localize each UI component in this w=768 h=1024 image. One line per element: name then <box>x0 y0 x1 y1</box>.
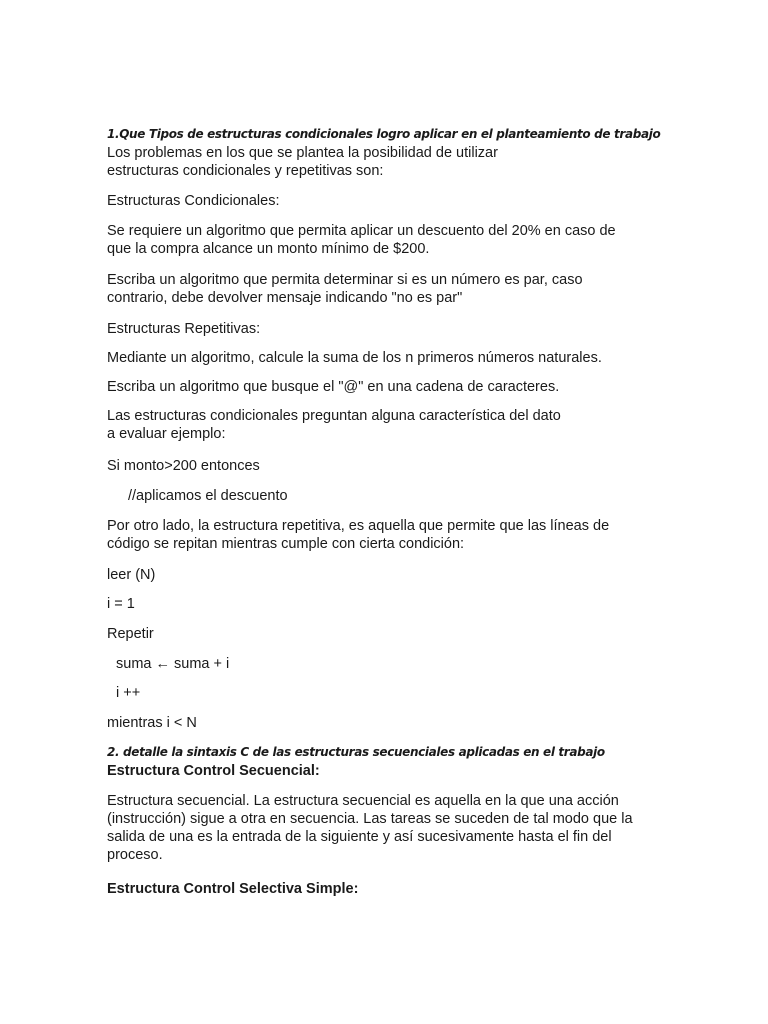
sequential-control-title: Estructura Control Secuencial: <box>107 763 320 779</box>
sequential-explanation <box>107 792 633 864</box>
conditional-explanation <box>107 407 561 443</box>
repetitive-example-2: Escriba un algoritmo que busque el "@" en una cadena de caracteres. <box>107 379 560 395</box>
question-2-heading: 2. detalle la sintaxis C de las estructuras secuenciales aplicadas en el trabajo <box>107 745 605 759</box>
repetitive-example-1: Mediante un algoritmo, calcule la suma de los n primeros números naturales. <box>107 350 602 366</box>
conditional-explanation-line-1: Las estructuras condicionales preguntan alguna característica del dato <box>107 408 561 424</box>
conditional-structures-title: Estructuras Condicionales: <box>107 193 280 209</box>
conditional-example-1-line-2: que la compra alcance un monto mínimo de $200. <box>107 241 430 257</box>
code-repeat-line: Repetir <box>107 626 154 642</box>
conditional-example-2-line-1: Escriba un algoritmo que permita determinar si es un número es par, caso <box>107 272 583 288</box>
conditional-example-2 <box>107 271 583 307</box>
code-read-line: leer (N) <box>107 567 156 583</box>
sequential-explanation-line-4: proceso. <box>107 847 163 863</box>
code-while-line: mientras i < N <box>107 715 197 731</box>
sequential-explanation-line-3: salida de una es la entrada de la siguiente y así sucesivamente hasta el fin del <box>107 829 612 845</box>
repetitive-explanation-line-2: código se repitan mientras cumple con cierta condición: <box>107 536 465 552</box>
repetitive-explanation-line-1: Por otro lado, la estructura repetitiva, es aquella que permite que las líneas de <box>107 518 610 534</box>
code-sum-line: suma ← suma + i <box>116 656 230 672</box>
intro-line-2: estructuras condicionales y repetitivas son: <box>107 163 384 179</box>
repetitive-explanation <box>107 517 609 553</box>
code-if-body-line: //aplicamos el descuento <box>128 488 288 504</box>
conditional-explanation-line-2: a evaluar ejemplo: <box>107 426 226 442</box>
conditional-example-1 <box>107 222 616 258</box>
code-increment-line: i ++ <box>116 685 141 701</box>
sequential-explanation-line-2: (instrucción) sigue a otra en secuencia. Las tareas se suceden de tal modo que la <box>107 811 633 827</box>
intro-paragraph <box>107 144 498 180</box>
repetitive-structures-title: Estructuras Repetitivas: <box>107 321 261 337</box>
conditional-example-1-line-1: Se requiere un algoritmo que permita aplicar un descuento del 20% en caso de <box>107 223 616 239</box>
intro-line-1: Los problemas en los que se plantea la posibilidad de utilizar <box>107 145 498 161</box>
code-init-line: i = 1 <box>107 596 135 612</box>
conditional-example-2-line-2: contrario, debe devolver mensaje indicando "no es par" <box>107 290 463 306</box>
sequential-explanation-line-1: Estructura secuencial. La estructura secuencial es aquella en la que una acción <box>107 793 619 809</box>
code-if-line: Si monto>200 entonces <box>107 458 260 474</box>
simple-selective-control-title: Estructura Control Selectiva Simple: <box>107 881 359 897</box>
question-1-heading: 1.Que Tipos de estructuras condicionales logro aplicar en el planteamiento de trabajo <box>107 127 661 141</box>
